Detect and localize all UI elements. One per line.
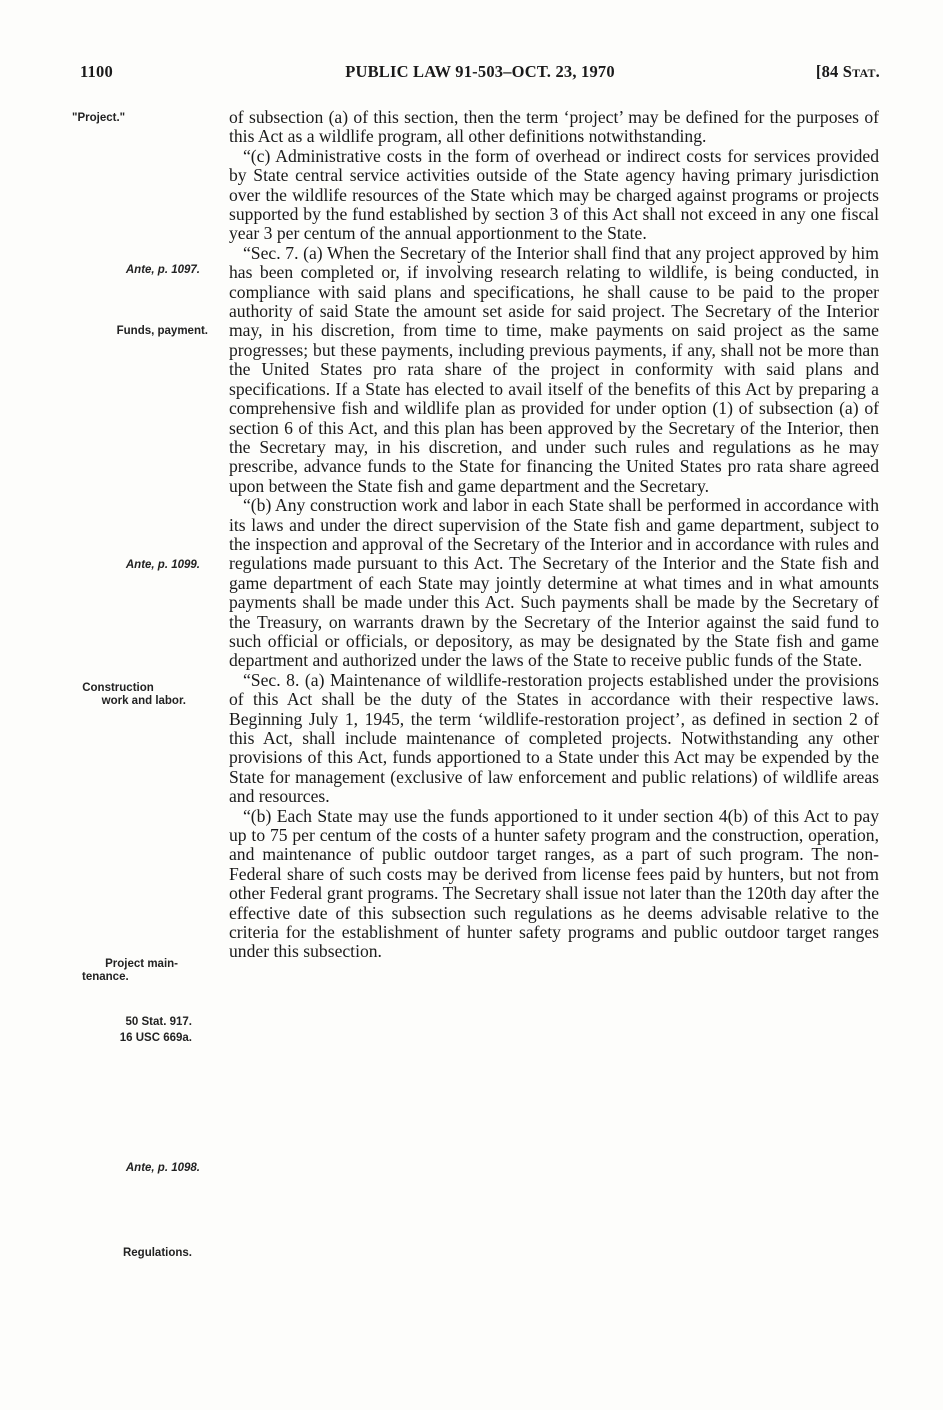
page-number: 1100 xyxy=(80,62,113,81)
margin-note-50-stat-917 xyxy=(56,1016,192,1044)
margin-note-project: "Project." xyxy=(72,112,126,124)
law-title: PUBLIC LAW 91-503–OCT. 23, 1970 xyxy=(345,62,615,81)
page-header xyxy=(80,62,880,90)
margin-note-funds-payment: Funds, payment. xyxy=(116,325,208,337)
margin-note-50-stat-917-line: 50 Stat. 917. xyxy=(125,1016,192,1028)
margin-note-ante-1097: Ante, p. 1097. xyxy=(125,264,200,276)
paragraph-sec-8-b: “(b) Each State may use the funds apportioned to it under section 4(b) of this Act to pay up to 75 per centum of the costs of a hunter safety program and the construction, operation, and maintenance of public outdoor target ranges, as a part of such program. The non-Federal share of such costs may be derived from license fees paid by hunters, but not from other Federal grant programs. The Secretary shall issue not later than the 120th day after the effective date of this subsection such regulations as he deems advisable relative to the criteria for the establishment of hunter safety programs and public outdoor target ranges under this subsection. xyxy=(229,805,879,962)
margin-note-16-usc-669a-line: 16 USC 669a. xyxy=(119,1031,192,1044)
statute-reference: [84 Stat. xyxy=(815,62,880,81)
margin-note-project-maintenance xyxy=(42,958,178,983)
margin-note-project-maintenance-line1: Project main- xyxy=(105,958,178,970)
paragraph-sec-8-a: “Sec. 8. (a) Maintenance of wildlife-restoration projects established under the provisions of this Act shall be the duty of the States in accordance with their respective laws. Beginning July 1, 1945, the term ‘wildlife-restoration project’, as defined in section 2 of this Act, shall include maintenance of completed projects. Notwithstanding any other provisions of this Act, funds apportioned to a State under this Act may be expended by the State for management (exclusive of law enforcement and public relations) of wildlife areas and resources. xyxy=(229,669,879,807)
paragraph-project-definition: of subsection (a) of this section, then the term ‘project’ may be defined for the purposes of this Act as a wildlife program, all other definitions notwithstanding. xyxy=(229,107,879,147)
paragraph-sec-7-a: “Sec. 7. (a) When the Secretary of the Interior shall find that any project approved by him has been completed or, if involving research relating to wildlife, is being conducted, in compliance with said plans and specifications, he shall cause to be paid to the proper authority of said State the amount set aside for said project. The Secretary of the Interior may, in his discretion, from time to time, make payments on said project as the same progresses; but these payments, including previous payments, if any, shall not be more than the United States pro rata share of the project in conformity with said plans and specifications. If a State has elected to avail itself of the benefits of this Act by preparing a comprehensive fish and wildlife plan as provided for under option (1) of subsection (a) of section 6 of this Act, and this plan has been approved by the Secretary of the Interior, then the Secretary may, in his discretion, and under such rules and regulations as he may prescribe, advance funds to the State for financing the United States pro rata share agreed upon between the State fish and game department and the Secretary. xyxy=(229,242,879,496)
margin-note-construction-line1: Construction xyxy=(82,682,154,694)
paragraph-administrative-costs: “(c) Administrative costs in the form of overhead or indirect costs for services provided by State central service activities outside of the State agency having primary jurisdiction over the wildlife resources of the State which may be charged against programs or projects supported by the fund established by section 3 of this Act shall not exceed in any one fiscal year 3 per centum of the annual apportionment to the State. xyxy=(229,145,879,244)
margin-note-construction-line2: work and labor. xyxy=(101,694,186,707)
margin-note-ante-1099: Ante, p. 1099. xyxy=(125,559,200,571)
margin-note-construction xyxy=(50,682,186,707)
margin-note-project-maintenance-line2: tenance. xyxy=(82,970,129,983)
main-text xyxy=(229,108,879,962)
margin-note-ante-1098: Ante, p. 1098. xyxy=(125,1162,200,1174)
margin-note-regulations: Regulations. xyxy=(122,1247,192,1259)
paragraph-sec-7-b: “(b) Any construction work and labor in each State shall be performed in accordance with its laws and under the direct supervision of the State fish and game department, subject to the inspection and approval of the Secretary of the Interior and in accordance with rules and regulations made pursuant to this Act. The Secretary of the Interior and the State fish and game department of each State may jointly determine at what times and in what amounts payments shall be made under this Act. Such payments shall be made by the Secretary of the Treasury, on warrants drawn by the Secretary of the Interior against the said fund to such official or officials, or depository, as may be designated by the State fish and game department and authorized under the laws of the State to receive public funds of the State. xyxy=(229,495,879,671)
